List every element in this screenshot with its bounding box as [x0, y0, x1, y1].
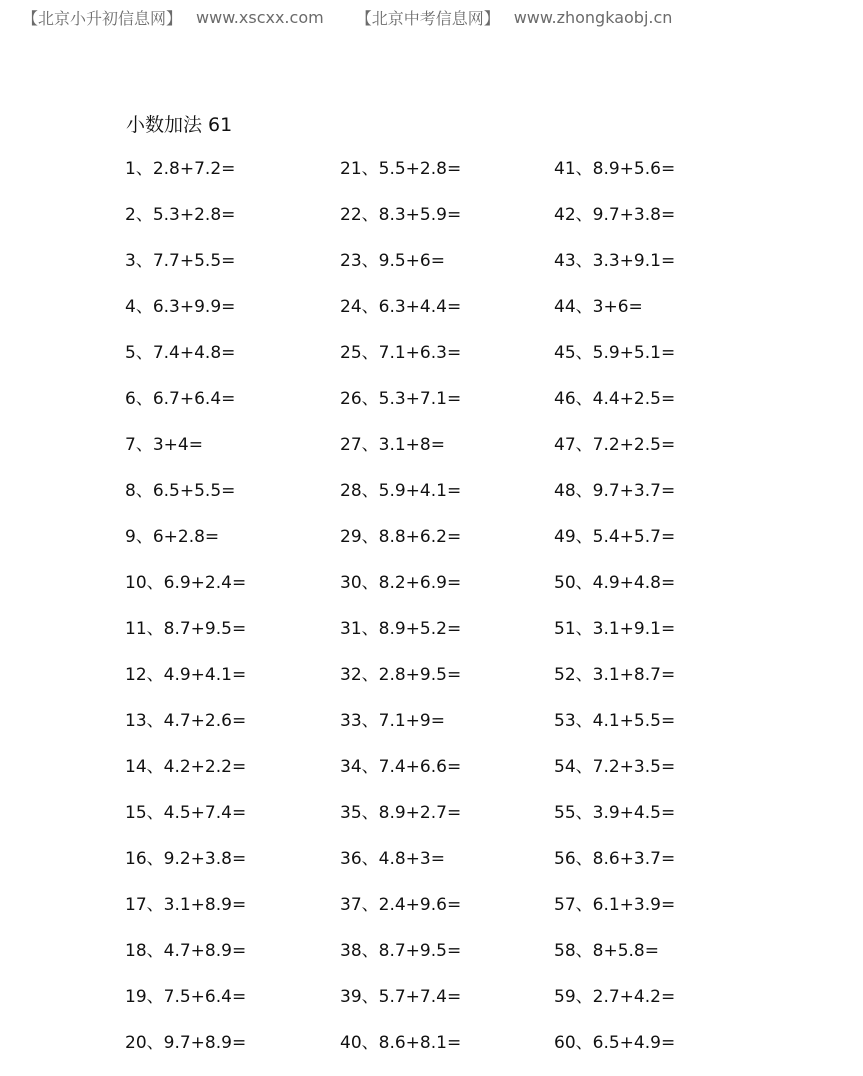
problem-item: 27、3.1+8= [340, 435, 445, 455]
site1-name: 【北京小升初信息网】 [22, 8, 183, 28]
worksheet-title: 小数加法 61 [126, 114, 233, 136]
problem-item: 6、6.7+6.4= [125, 389, 236, 409]
problem-item: 39、5.7+7.4= [340, 987, 462, 1007]
problem-item: 43、3.3+9.1= [554, 251, 676, 271]
problem-item: 41、8.9+5.6= [554, 159, 676, 179]
problem-item: 52、3.1+8.7= [554, 665, 676, 685]
problem-item: 58、8+5.8= [554, 941, 659, 961]
problem-item: 18、4.7+8.9= [125, 941, 247, 961]
problem-column-2 [340, 156, 540, 1076]
problem-item: 21、5.5+2.8= [340, 159, 462, 179]
problem-item: 60、6.5+4.9= [554, 1033, 676, 1053]
problem-item: 8、6.5+5.5= [125, 481, 236, 501]
problem-item: 49、5.4+5.7= [554, 527, 676, 547]
problem-item: 16、9.2+3.8= [125, 849, 247, 869]
problem-item: 42、9.7+3.8= [554, 205, 676, 225]
problem-item: 19、7.5+6.4= [125, 987, 247, 1007]
problem-item: 50、4.9+4.8= [554, 573, 676, 593]
problem-item: 29、8.8+6.2= [340, 527, 462, 547]
problem-item: 11、8.7+9.5= [125, 619, 247, 639]
problem-item: 26、5.3+7.1= [340, 389, 462, 409]
problem-item: 34、7.4+6.6= [340, 757, 462, 777]
problem-item: 32、2.8+9.5= [340, 665, 462, 685]
problem-item: 17、3.1+8.9= [125, 895, 247, 915]
problem-item: 4、6.3+9.9= [125, 297, 236, 317]
problem-item: 15、4.5+7.4= [125, 803, 247, 823]
problem-item: 46、4.4+2.5= [554, 389, 676, 409]
problem-item: 7、3+4= [125, 435, 203, 455]
problem-item: 59、2.7+4.2= [554, 987, 676, 1007]
problem-item: 3、7.7+5.5= [125, 251, 236, 271]
problem-item: 48、9.7+3.7= [554, 481, 676, 501]
problem-item: 45、5.9+5.1= [554, 343, 676, 363]
problem-item: 35、8.9+2.7= [340, 803, 462, 823]
problem-item: 57、6.1+3.9= [554, 895, 676, 915]
problem-column-3 [554, 156, 754, 1076]
problem-item: 12、4.9+4.1= [125, 665, 247, 685]
problem-item: 53、4.1+5.5= [554, 711, 676, 731]
problem-item: 36、4.8+3= [340, 849, 445, 869]
problem-item: 54、7.2+3.5= [554, 757, 676, 777]
problem-item: 28、5.9+4.1= [340, 481, 462, 501]
problem-item: 33、7.1+9= [340, 711, 445, 731]
page-header [22, 6, 672, 28]
problem-item: 23、9.5+6= [340, 251, 445, 271]
problem-item: 30、8.2+6.9= [340, 573, 462, 593]
site2-name: 【北京中考信息网】 [355, 8, 500, 28]
problem-item: 20、9.7+8.9= [125, 1033, 247, 1053]
problem-item: 51、3.1+9.1= [554, 619, 676, 639]
problem-item: 1、2.8+7.2= [125, 159, 236, 179]
site1-url[interactable]: www.xscxx.com [196, 7, 324, 27]
problem-item: 24、6.3+4.4= [340, 297, 462, 317]
problem-item: 25、7.1+6.3= [340, 343, 462, 363]
problem-item: 13、4.7+2.6= [125, 711, 247, 731]
problem-item: 55、3.9+4.5= [554, 803, 676, 823]
problem-item: 44、3+6= [554, 297, 643, 317]
problem-item: 38、8.7+9.5= [340, 941, 462, 961]
problem-column-1 [125, 156, 325, 1076]
problem-item: 40、8.6+8.1= [340, 1033, 462, 1053]
problem-item: 22、8.3+5.9= [340, 205, 462, 225]
problem-item: 2、5.3+2.8= [125, 205, 236, 225]
problem-item: 14、4.2+2.2= [125, 757, 247, 777]
problem-item: 5、7.4+4.8= [125, 343, 236, 363]
problem-item: 31、8.9+5.2= [340, 619, 462, 639]
problem-item: 9、6+2.8= [125, 527, 220, 547]
problem-item: 10、6.9+2.4= [125, 573, 247, 593]
problem-item: 47、7.2+2.5= [554, 435, 676, 455]
problem-item: 56、8.6+3.7= [554, 849, 676, 869]
site2-url[interactable]: www.zhongkaobj.cn [513, 7, 673, 27]
problem-item: 37、2.4+9.6= [340, 895, 462, 915]
